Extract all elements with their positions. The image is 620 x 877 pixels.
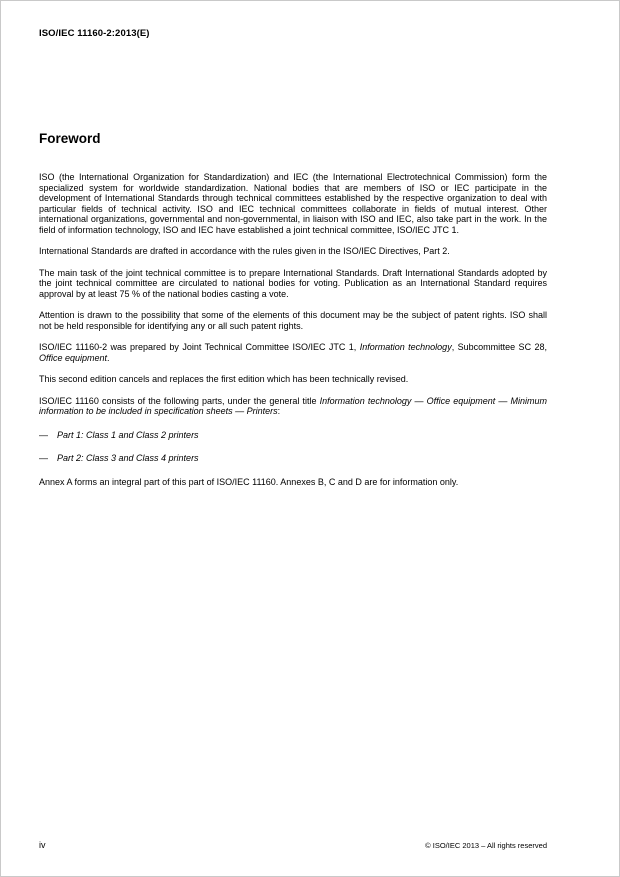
paragraph-patent-rights: Attention is drawn to the possibility that some of the elements of this document may be the subject of patent rights. ISO shall not be held responsible for identifying any or all such patent rights. bbox=[39, 310, 547, 331]
paragraph-parts-intro bbox=[39, 396, 547, 417]
page-header bbox=[39, 28, 547, 39]
dash-bullet: — bbox=[39, 453, 48, 463]
text-segment-italic: Information technology bbox=[359, 342, 452, 352]
paragraph-second-edition: This second edition cancels and replaces the first edition which has been technically revised. bbox=[39, 374, 409, 384]
list-item-text: Part 2: Class 3 and Class 4 printers bbox=[57, 453, 199, 463]
dash-bullet: — bbox=[39, 429, 48, 440]
paragraph-iso-iec-intro: ISO (the International Organization for Standardization) and IEC (the International Electrotechnical Commission) form the specialized system for worldwide standardization. National bodies that are members of ISO or IEC participate in the development of International Standards through technical committees established by the respective organization to deal with particular fields of technical activity. ISO and IEC technical committees collaborate in fields of mutual interest. Other international organizations, governmental and non-governmental, in liaison with ISO and IEC, also take part in the work. In the field of information technology, ISO and IEC have established a joint technical committee, ISO/IEC JTC 1. bbox=[39, 172, 547, 235]
text-segment: ISO/IEC 11160 consists of the following parts, under the general title bbox=[39, 395, 320, 406]
page-footer bbox=[39, 840, 547, 850]
copyright-notice: © ISO/IEC 2013 – All rights reserved bbox=[425, 841, 547, 850]
list-item-part-2 bbox=[39, 453, 547, 464]
paragraph-main-task: The main task of the joint technical committee is to prepare International Standards. Draft International Standards adopted by the joint technical committee are circulated to national bodies for voting. Publication as an International Standard requires approval by at least 75 % of the national bodies casting a vote. bbox=[39, 267, 547, 299]
page-content bbox=[39, 1, 547, 498]
paragraph-directives: International Standards are drafted in accordance with the rules given in the ISO/IEC Directives, Part 2. bbox=[39, 246, 450, 256]
text-segment: . bbox=[107, 352, 110, 363]
document-reference: ISO/IEC 11160-2:2013(E) bbox=[39, 28, 150, 39]
text-segment-italic: Information technology — Office equipment — Minimum information to be included in specification sheets — Printers bbox=[39, 395, 547, 416]
text-segment: , Subcommittee SC 28, bbox=[451, 342, 547, 352]
paragraph-prepared-by bbox=[39, 342, 547, 363]
list-item-text: Part 1: Class 1 and Class 2 printers bbox=[57, 429, 199, 440]
text-segment-italic: Office equipment bbox=[39, 352, 108, 363]
paragraph-annex-note: Annex A forms an integral part of this part of ISO/IEC 11160. Annexes B, C and D are for information only. bbox=[39, 476, 459, 487]
page-title: Foreword bbox=[39, 131, 101, 146]
text-segment: ISO/IEC 11160-2 was prepared by Joint Technical Committee ISO/IEC JTC 1, bbox=[39, 342, 360, 352]
list-item-part-1 bbox=[39, 430, 547, 441]
page-number: iv bbox=[39, 840, 46, 850]
text-segment: : bbox=[277, 406, 281, 416]
